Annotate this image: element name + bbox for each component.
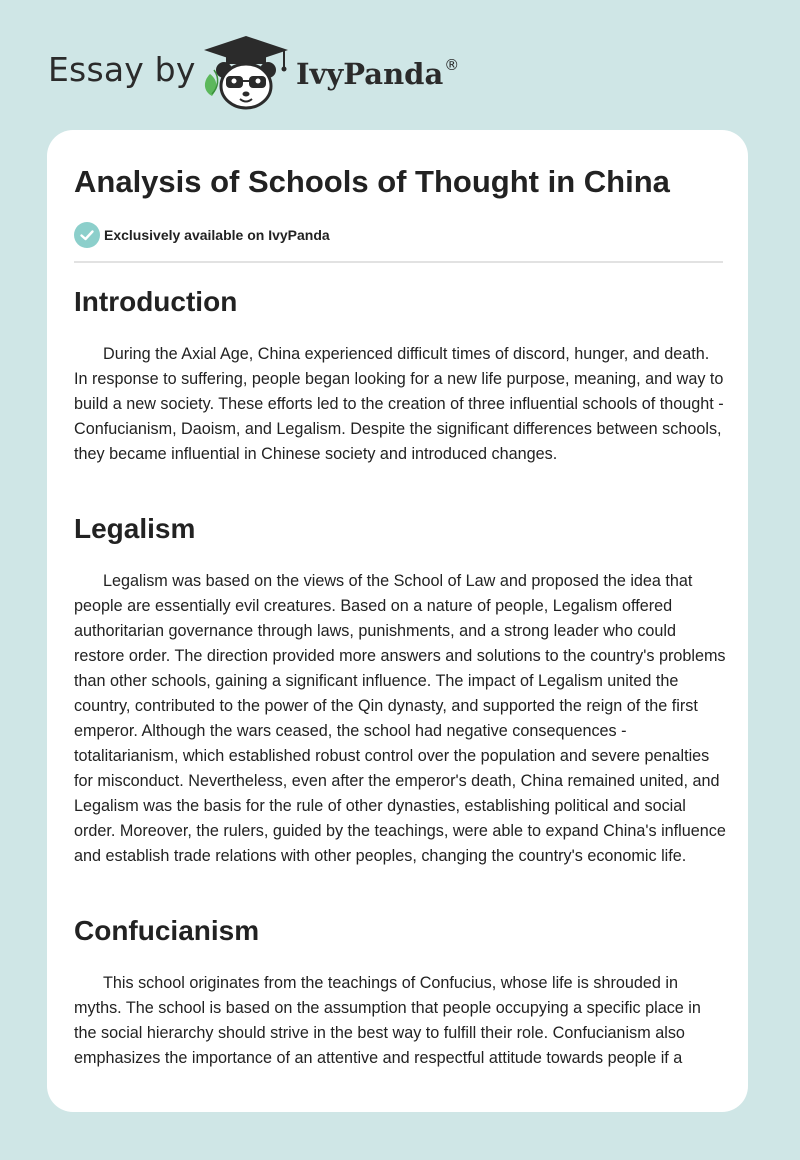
- section-paragraph: Legalism was based on the views of the School of Law and proposed the idea that people are essentially evil creatures. Based on a nature of people, Legalism offered authoritarian governance through laws, punishments, and a strong leader who could restore order. The direction provided more answers and solutions to the country's problems than other schools, gaining a significant influence. The impact of Legalism united the country, contributed to the power of the Qin dynasty, and supported the reign of the first emperor. Although the wars ceased, the school had negative consequences - totalitarianism, which established robust control over the population and severe penalties for misconduct. Nevertheless, even after the emperor's death, China remained united, and Legalism was the basis for the rule of other dynasties, establishing political and social order. Moreover, the rulers, guided by the teachings, were able to expand China's influence and establish trade relations with other peoples, changing the country's economic life.: [74, 572, 726, 865]
- section-heading: Legalism: [74, 513, 196, 544]
- section-confucianism: [74, 914, 726, 1071]
- page-title: Analysis of Schools of Thought in China: [74, 164, 670, 199]
- essay-by-label: Essay by: [48, 50, 196, 89]
- divider: [74, 261, 723, 263]
- badge-label: Exclusively available on IvyPanda: [104, 227, 330, 243]
- registered-mark: ®: [444, 56, 460, 74]
- section-paragraph: During the Axial Age, China experienced difficult times of discord, hunger, and death. In response to suffering, people began looking for a new life purpose, meaning, and way to build a new society. These efforts led to the creation of three influential schools of thought - Confucianism, Daoism, and Legalism. Despite the significant differences between schools, they became influential in Chinese society and introduced changes.: [74, 345, 724, 463]
- brand-name[interactable]: IvyPanda®: [296, 56, 460, 91]
- essay-card: [47, 130, 748, 1112]
- section-heading: Introduction: [74, 286, 238, 317]
- section-heading: Confucianism: [74, 915, 260, 946]
- panda-logo-icon[interactable]: [200, 34, 292, 112]
- check-circle-icon: [74, 222, 100, 248]
- section-introduction: [74, 285, 726, 467]
- section-paragraph: This school originates from the teachings of Confucius, whose life is shrouded in myths. The school is based on the assumption that people occupying a specific place in the social hierarchy should strive in the best way to fulfill their role. Confucianism also emphasizes the importance of an attentive and respectful attitude towards people if a: [74, 974, 701, 1067]
- site-header: [0, 0, 800, 130]
- section-legalism: [74, 512, 726, 869]
- exclusive-badge: [74, 222, 330, 248]
